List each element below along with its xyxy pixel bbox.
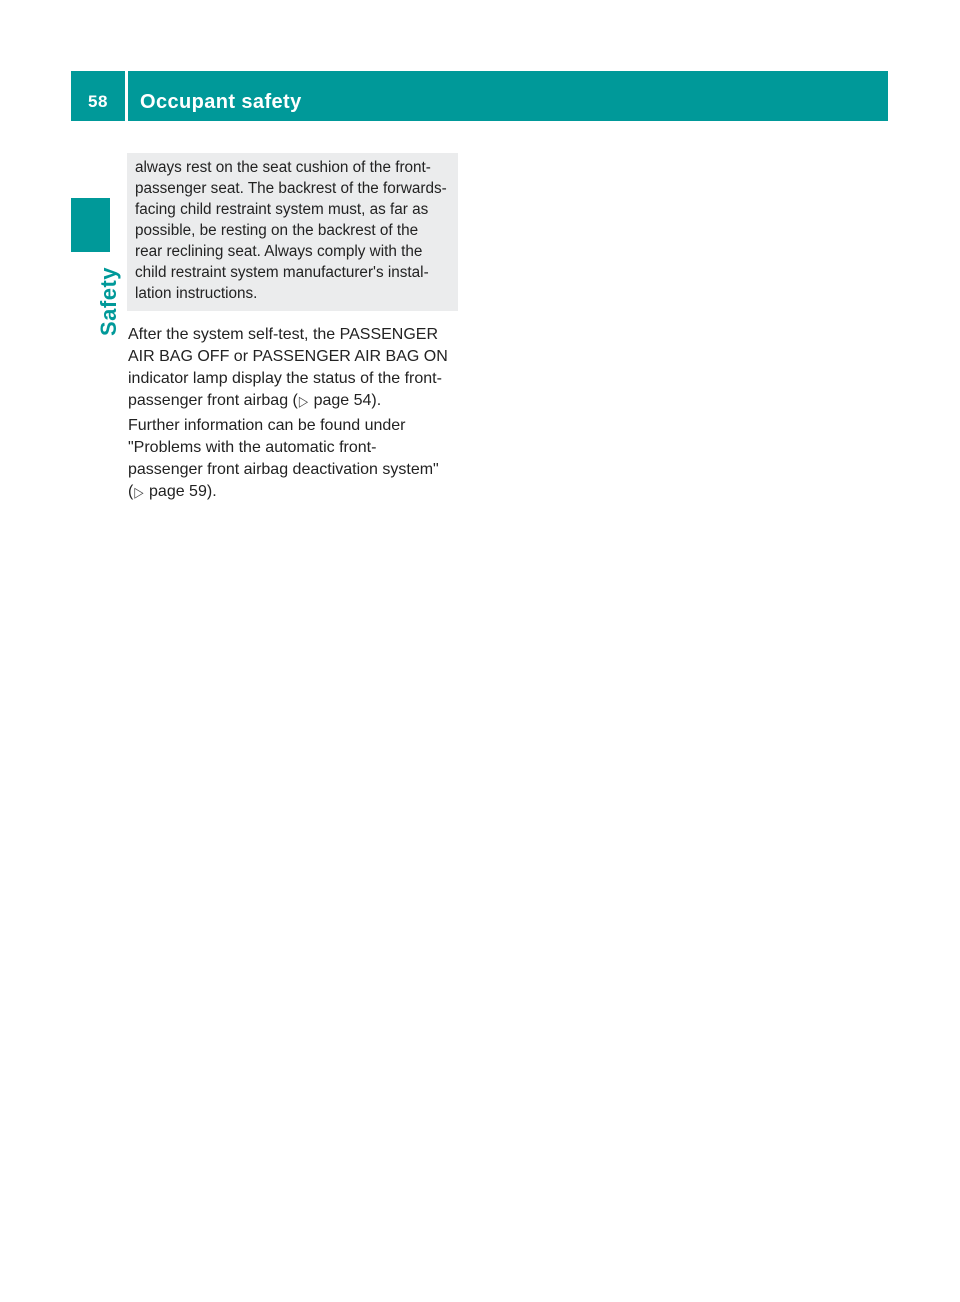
section-header xyxy=(71,71,888,121)
body-line-with-reference xyxy=(128,390,381,412)
body-line: After the system self-test, the PASSENGER xyxy=(128,326,439,343)
text-fragment: ). xyxy=(206,483,217,500)
note-line: child restraint system manufacturer's instal- xyxy=(135,264,429,281)
page-reference-link[interactable]: page 54 xyxy=(313,392,372,409)
header-divider xyxy=(125,71,128,121)
chapter-tab-label: Safety xyxy=(96,266,121,336)
page-reference-link[interactable]: page 59 xyxy=(149,483,207,500)
body-line: indicator lamp display the status of the front- xyxy=(128,370,442,387)
note-line: facing child restraint system must, as far as xyxy=(135,201,429,218)
body-line: passenger front airbag deactivation system" xyxy=(128,461,439,478)
body-line: "Problems with the automatic front- xyxy=(128,439,377,456)
section-title: Occupant safety xyxy=(140,91,302,113)
note-line: passenger seat. The backrest of the forwards- xyxy=(135,180,447,197)
text-fragment: ( xyxy=(128,483,134,500)
note-line: lation instructions. xyxy=(135,285,258,302)
note-line: rear reclining seat. Always comply with the xyxy=(135,243,423,260)
page-number: 58 xyxy=(88,92,108,111)
note-line: always rest on the seat cushion of the front- xyxy=(135,159,431,176)
page-reference-arrow-icon: ▷ xyxy=(298,392,309,410)
chapter-tab-marker xyxy=(71,198,110,252)
page-reference-arrow-icon: ▷ xyxy=(134,483,144,501)
text-fragment: ). xyxy=(371,392,382,409)
note-box xyxy=(127,153,458,311)
text-fragment: passenger front airbag ( xyxy=(128,392,298,409)
body-line-with-reference xyxy=(128,481,217,503)
note-line: possible, be resting on the backrest of the xyxy=(135,222,419,239)
body-line: AIR BAG OFF or PASSENGER AIR BAG ON xyxy=(128,348,448,365)
body-line: Further information can be found under xyxy=(128,417,406,434)
